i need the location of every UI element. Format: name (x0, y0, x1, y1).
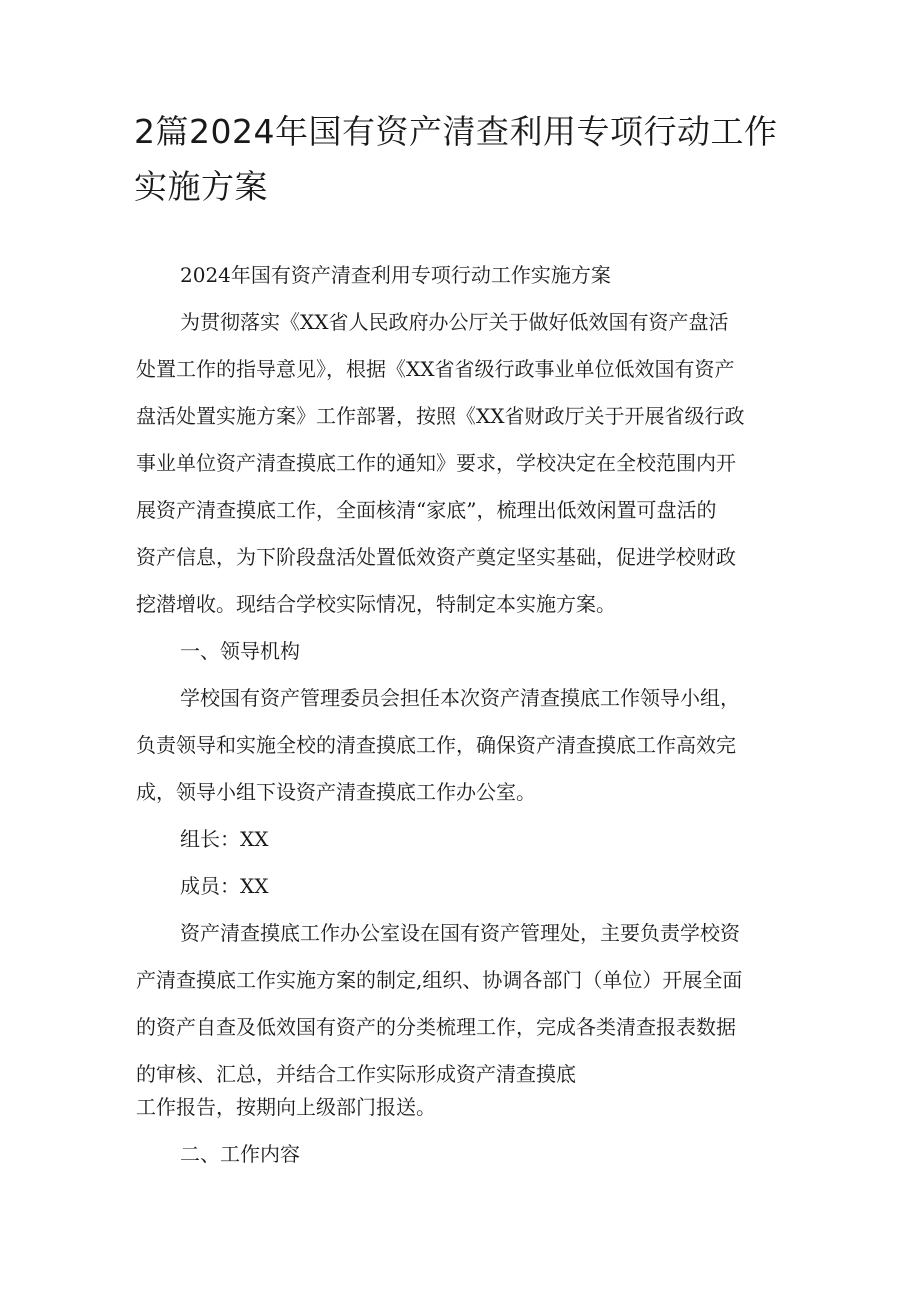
text-line: 资产信息，为下阶段盘活处置低效资产奠定坚实基础，促进学校财政 (136, 545, 736, 569)
text-line: 事业单位资产清查摸底工作的通知》要求，学校决定在全校范围内开 (136, 451, 736, 475)
text-line: 展资产清查摸底工作，全面核清“家底”，梳理出低效闲置可盘活的 (136, 498, 717, 522)
text-line: 的资产自查及低效国有资产的分类梳理工作，完成各类清查报表数据 (136, 1015, 736, 1039)
leader-line: 组长：XX (180, 827, 269, 851)
text-line: 盘活处置实施方案》工作部署，按照《XX省财政厅关于开展省级行政 (136, 404, 745, 428)
text-line: 挖潜增收。现结合学校实际情况，特制定本实施方案。 (136, 592, 616, 616)
section-heading-work-content: 二、工作内容 (180, 1142, 300, 1166)
section-heading-leadership: 一、领导机构 (180, 639, 300, 663)
document-body (136, 252, 796, 1178)
leadership-paragraph (136, 675, 796, 816)
text-line: 资产清查摸底工作办公室设在国有资产管理处，主要负责学校资 (180, 921, 740, 945)
text-line: 产清查摸底工作实施方案的制定,组织、协调各部门（单位）开展全面 (136, 968, 743, 992)
text-line: 为贯彻落实《XX省人民政府办公厅关于做好低效国有资产盘活 (180, 310, 729, 334)
document-title (134, 104, 794, 214)
members-line: 成员：XX (180, 874, 269, 898)
document-subtitle: 2024年国有资产清查利用专项行动工作实施方案 (180, 263, 611, 287)
text-line: 的审核、汇总，并结合工作实际形成资产清查摸底 (136, 1062, 576, 1086)
intro-paragraph (136, 299, 796, 628)
title-line: 2篇2024年国有资产清查利用专项行动工作 (134, 112, 778, 151)
text-line: 成，领导小组下设资产清查摸底工作办公室。 (136, 780, 536, 804)
office-paragraph (136, 910, 796, 1098)
text-line: 负责领导和实施全校的清查摸底工作，确保资产清查摸底工作高效完 (136, 733, 736, 757)
text-line: 处置工作的指导意见》，根据《XX省省级行政事业单位低效国有资产 (136, 357, 735, 381)
title-line: 实施方案 (134, 167, 268, 206)
office-paragraph-tail: 工作报告，按期向上级部门报送。 (136, 1095, 436, 1119)
text-line: 学校国有资产管理委员会担任本次资产清查摸底工作领导小组， (180, 686, 740, 710)
